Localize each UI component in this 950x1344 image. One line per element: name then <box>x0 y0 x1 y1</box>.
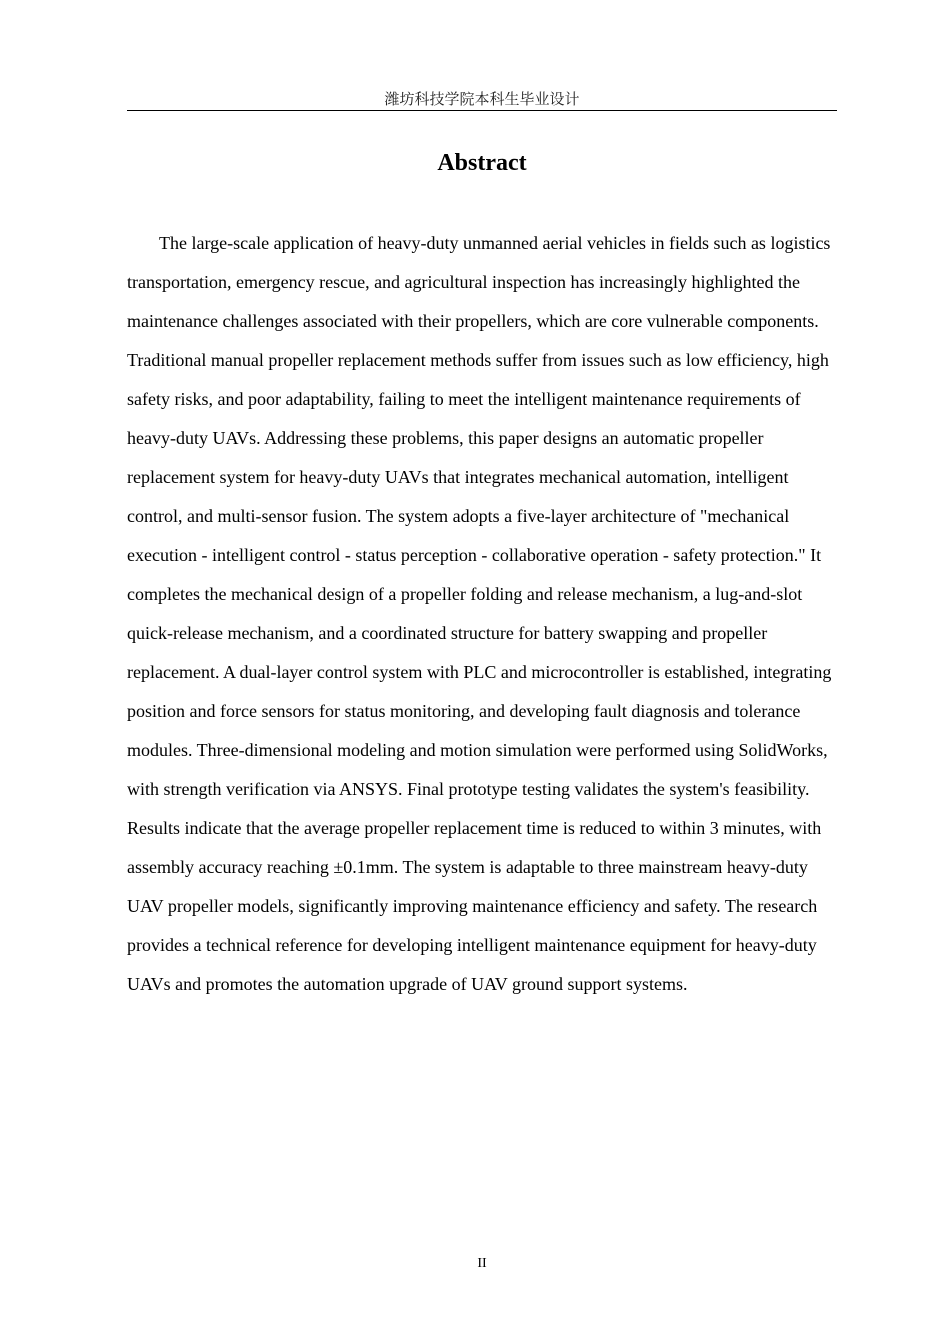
abstract-title: Abstract <box>437 150 527 176</box>
running-header: 潍坊科技学院本科生毕业设计 <box>127 90 837 111</box>
abstract-body: The large-scale application of heavy-duty unmanned aerial vehicles in fields such as logistics transportation, emergency rescue, and agricultural inspection has increasingly highlighted the maintenance challenges associated with their propellers, which are core vulnerable components. Traditional manual propeller replacement methods suffer from issues such as low efficiency, high safety risks, and poor adaptability, failing to meet the intelligent maintenance requirements of heavy-duty UAVs. Addressing these problems, this paper designs an automatic propeller replacement system for heavy-duty UAVs that integrates mechanical automation, intelligent control, and multi-sensor fusion. The system adopts a five-layer architecture of "mechanical execution - intelligent control - status perception - collaborative operation - safety protection." It completes the mechanical design of a propeller folding and release mechanism, a lug-and-slot quick-release mechanism, and a coordinated structure for battery swapping and propeller replacement. A dual-layer control system with PLC and microcontroller is established, integrating position and force sensors for status monitoring, and developing fault diagnosis and tolerance modules. Three-dimensional modeling and motion simulation were performed using SolidWorks, with strength verification via ANSYS. Final prototype testing validates the system's feasibility. Results indicate that the average propeller replacement time is reduced to within 3 minutes, with assembly accuracy reaching ±0.1mm. The system is adaptable to three mainstream heavy-duty UAV propeller models, significantly improving maintenance efficiency and safety. The research provides a technical reference for developing intelligent maintenance equipment for heavy-duty UAVs and promotes the automation upgrade of UAV ground support systems. <box>127 233 832 994</box>
page-number: II <box>477 1256 487 1271</box>
